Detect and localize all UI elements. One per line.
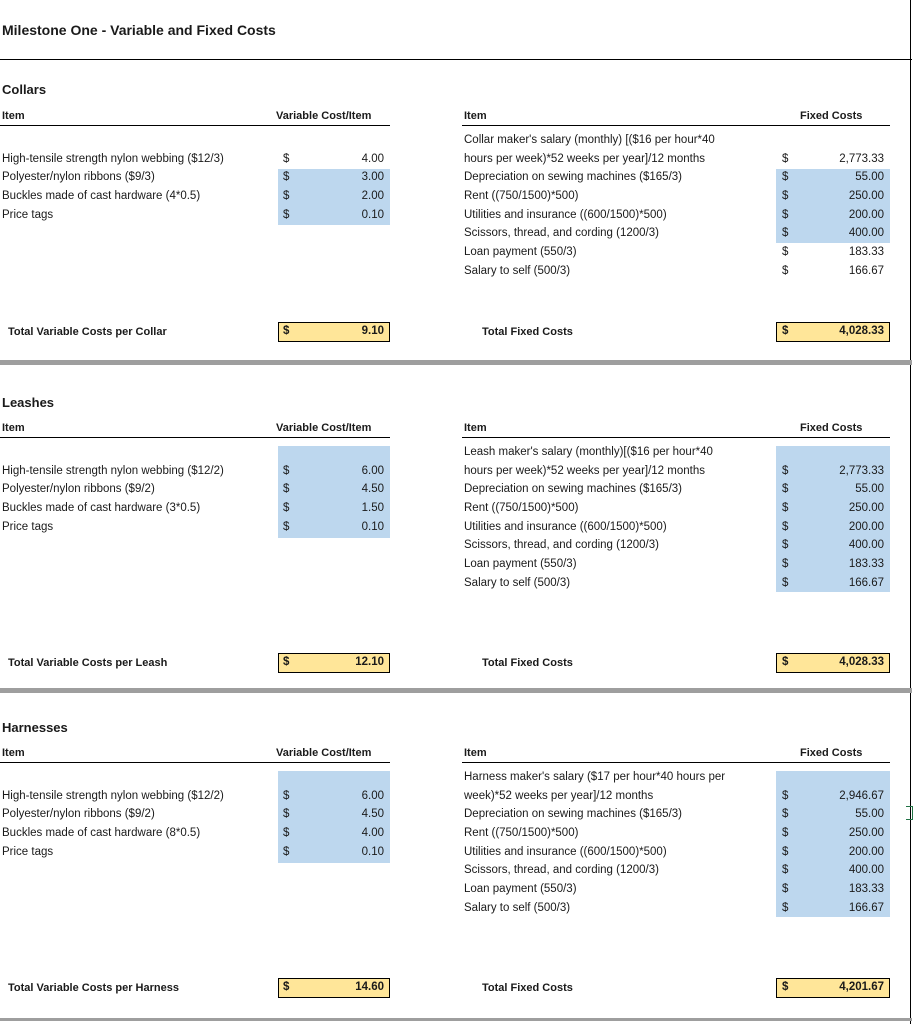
currency-symbol: $ (782, 558, 789, 570)
total-variable-label: Total Variable Costs per Harness (8, 982, 179, 994)
total-variable-value: 12.10 (355, 656, 384, 668)
variable-item-label: Buckles made of cast hardware (4*0.5) (2, 190, 201, 202)
variable-item-label: High-tensile strength nylon webbing ($12/2) (2, 465, 224, 477)
variable-item-value: 1.50 (361, 502, 384, 514)
total-fixed-label: Total Fixed Costs (482, 657, 573, 669)
fixed-cost-value: 400.00 (848, 539, 884, 551)
currency-symbol: $ (782, 577, 789, 589)
total-variable-value: 14.60 (355, 981, 384, 993)
fixed-item-header: Item (464, 747, 487, 759)
currency-symbol: $ (782, 465, 789, 477)
variable-item-label: Buckles made of cast hardware (3*0.5) (2, 502, 201, 514)
fixed-costs-header: Fixed Costs (800, 110, 863, 122)
total-fixed-value: 4,028.33 (839, 325, 884, 337)
section-title: Collars (2, 82, 47, 97)
variable-item-value: 6.00 (361, 790, 384, 802)
variable-item-value: 4.00 (361, 827, 384, 839)
variable-item-label: Polyester/nylon ribbons ($9/2) (2, 808, 155, 820)
variable-item-label: High-tensile strength nylon webbing ($12/3) (2, 153, 224, 165)
currency-symbol: $ (283, 483, 290, 495)
fixed-item-label: Depreciation on sewing machines ($165/3) (464, 483, 682, 495)
currency-symbol: $ (283, 209, 290, 221)
variable-cost-header: Variable Cost/Item (276, 110, 372, 122)
variable-item-label: Price tags (2, 846, 54, 858)
currency-symbol: $ (782, 846, 789, 858)
fixed-item-label: Salary to self (500/3) (464, 902, 571, 914)
fixed-cost-value: 166.67 (848, 902, 884, 914)
fixed-cost-value: 200.00 (848, 209, 884, 221)
fixed-item-label: Loan payment (550/3) (464, 883, 577, 895)
currency-symbol: $ (782, 246, 789, 258)
fixed-item-label: Utilities and insurance ((600/1500)*500) (464, 521, 667, 533)
fixed-item-label: Rent ((750/1500)*500) (464, 827, 579, 839)
fixed-item-label: Loan payment (550/3) (464, 558, 577, 570)
fixed-cost-value: 200.00 (848, 846, 884, 858)
variable-item-label: Polyester/nylon ribbons ($9/3) (2, 171, 155, 183)
currency-symbol: $ (283, 465, 290, 477)
variable-item-label: Price tags (2, 209, 54, 221)
currency-symbol: $ (283, 171, 290, 183)
fixed-cost-value: 55.00 (855, 808, 884, 820)
fixed-item-label: Harness maker's salary ($17 per hour*40 hours per (464, 771, 726, 783)
fixed-item-label: Scissors, thread, and cording (1200/3) (464, 227, 659, 239)
variable-item-value: 6.00 (361, 465, 384, 477)
total-fixed-label: Total Fixed Costs (482, 982, 573, 994)
currency-symbol: $ (283, 521, 290, 533)
variable-item-label: Price tags (2, 521, 54, 533)
section-title: Harnesses (2, 720, 68, 735)
fixed-cost-value: 250.00 (848, 502, 884, 514)
item-header: Item (2, 747, 25, 759)
total-variable-label: Total Variable Costs per Collar (8, 326, 167, 338)
fixed-cost-value: 250.00 (848, 190, 884, 202)
fixed-cost-value: 400.00 (848, 227, 884, 239)
page-title: Milestone One - Variable and Fixed Costs (2, 22, 276, 38)
total-fixed-value: 4,201.67 (839, 981, 884, 993)
variable-item-value: 0.10 (361, 521, 384, 533)
fixed-item-header: Item (464, 110, 487, 122)
fixed-cost-value: 400.00 (848, 864, 884, 876)
currency-symbol: $ (283, 325, 290, 337)
currency-symbol: $ (782, 981, 789, 993)
currency-symbol: $ (782, 790, 789, 802)
header-underline (0, 762, 390, 763)
currency-symbol: $ (782, 502, 789, 514)
currency-symbol: $ (283, 981, 290, 993)
currency-symbol: $ (782, 153, 789, 165)
variable-item-label: Polyester/nylon ribbons ($9/2) (2, 483, 155, 495)
variable-item-value: 4.50 (361, 808, 384, 820)
currency-symbol: $ (283, 153, 290, 165)
currency-symbol: $ (283, 827, 290, 839)
variable-item-value: 0.10 (361, 209, 384, 221)
fixed-cost-value: 200.00 (848, 521, 884, 533)
currency-symbol: $ (283, 846, 290, 858)
fixed-cost-value: 2,946.67 (839, 790, 884, 802)
fixed-item-label: Scissors, thread, and cording (1200/3) (464, 539, 659, 551)
variable-item-value: 3.00 (361, 171, 384, 183)
currency-symbol: $ (782, 827, 789, 839)
currency-symbol: $ (782, 521, 789, 533)
currency-symbol: $ (782, 265, 789, 277)
currency-symbol: $ (283, 502, 290, 514)
currency-symbol: $ (283, 790, 290, 802)
currency-symbol: $ (283, 190, 290, 202)
item-header: Item (2, 110, 25, 122)
fixed-cost-value: 183.33 (848, 246, 884, 258)
fixed-item-label: Depreciation on sewing machines ($165/3) (464, 808, 682, 820)
fixed-item-label: Collar maker's salary (monthly) [($16 per hour*40 (464, 134, 715, 146)
fixed-cost-value: 166.67 (848, 265, 884, 277)
variable-item-value: 0.10 (361, 846, 384, 858)
fixed-item-label: Depreciation on sewing machines ($165/3) (464, 171, 682, 183)
fixed-item-label: Utilities and insurance ((600/1500)*500) (464, 209, 667, 221)
total-variable-label: Total Variable Costs per Leash (8, 657, 168, 669)
currency-symbol: $ (283, 656, 290, 668)
currency-symbol: $ (782, 325, 789, 337)
fixed-item-label: Utilities and insurance ((600/1500)*500) (464, 846, 667, 858)
currency-symbol: $ (782, 808, 789, 820)
fixed-cost-value: 2,773.33 (839, 153, 884, 165)
header-underline (462, 762, 890, 763)
fixed-item-label: hours per week)*52 weeks per year]/12 months (464, 465, 705, 477)
fixed-item-label: Loan payment (550/3) (464, 246, 577, 258)
currency-symbol: $ (782, 656, 789, 668)
fixed-item-label: week)*52 weeks per year]/12 months (464, 790, 654, 802)
fixed-costs-header: Fixed Costs (800, 422, 863, 434)
fixed-cost-value: 55.00 (855, 483, 884, 495)
fixed-item-label: hours per week)*52 weeks per year]/12 months (464, 153, 705, 165)
currency-symbol: $ (782, 171, 789, 183)
fixed-cost-value: 166.67 (848, 577, 884, 589)
currency-symbol: $ (782, 190, 789, 202)
variable-item-label: High-tensile strength nylon webbing ($12/2) (2, 790, 224, 802)
section-title: Leashes (2, 395, 55, 410)
fixed-item-header: Item (464, 422, 487, 434)
currency-symbol: $ (782, 227, 789, 239)
currency-symbol: $ (782, 539, 789, 551)
fixed-cost-value: 55.00 (855, 171, 884, 183)
variable-cost-header: Variable Cost/Item (276, 422, 372, 434)
fixed-item-label: Scissors, thread, and cording (1200/3) (464, 864, 659, 876)
fixed-item-label: Rent ((750/1500)*500) (464, 502, 579, 514)
fixed-cost-value: 183.33 (848, 883, 884, 895)
fixed-costs-header: Fixed Costs (800, 747, 863, 759)
currency-symbol: $ (782, 883, 789, 895)
currency-symbol: $ (283, 808, 290, 820)
variable-item-label: Buckles made of cast hardware (8*0.5) (2, 827, 201, 839)
fixed-item-label: Leash maker's salary (monthly)[($16 per hour*40 (464, 446, 713, 458)
fixed-item-label: Rent ((750/1500)*500) (464, 190, 579, 202)
currency-symbol: $ (782, 902, 789, 914)
fixed-cost-value: 250.00 (848, 827, 884, 839)
fixed-cost-value: 2,773.33 (839, 465, 884, 477)
total-variable-value: 9.10 (361, 325, 384, 337)
item-header: Item (2, 422, 25, 434)
currency-symbol: $ (782, 864, 789, 876)
fixed-item-label: Salary to self (500/3) (464, 265, 571, 277)
currency-symbol: $ (782, 483, 789, 495)
fixed-item-label: Salary to self (500/3) (464, 577, 571, 589)
variable-cost-header: Variable Cost/Item (276, 747, 372, 759)
currency-symbol: $ (782, 209, 789, 221)
variable-item-value: 4.50 (361, 483, 384, 495)
total-fixed-label: Total Fixed Costs (482, 326, 573, 338)
total-fixed-value: 4,028.33 (839, 656, 884, 668)
variable-item-value: 2.00 (361, 190, 384, 202)
bottom-separator (0, 1018, 912, 1021)
fixed-cost-value: 183.33 (848, 558, 884, 570)
variable-item-value: 4.00 (361, 153, 384, 165)
